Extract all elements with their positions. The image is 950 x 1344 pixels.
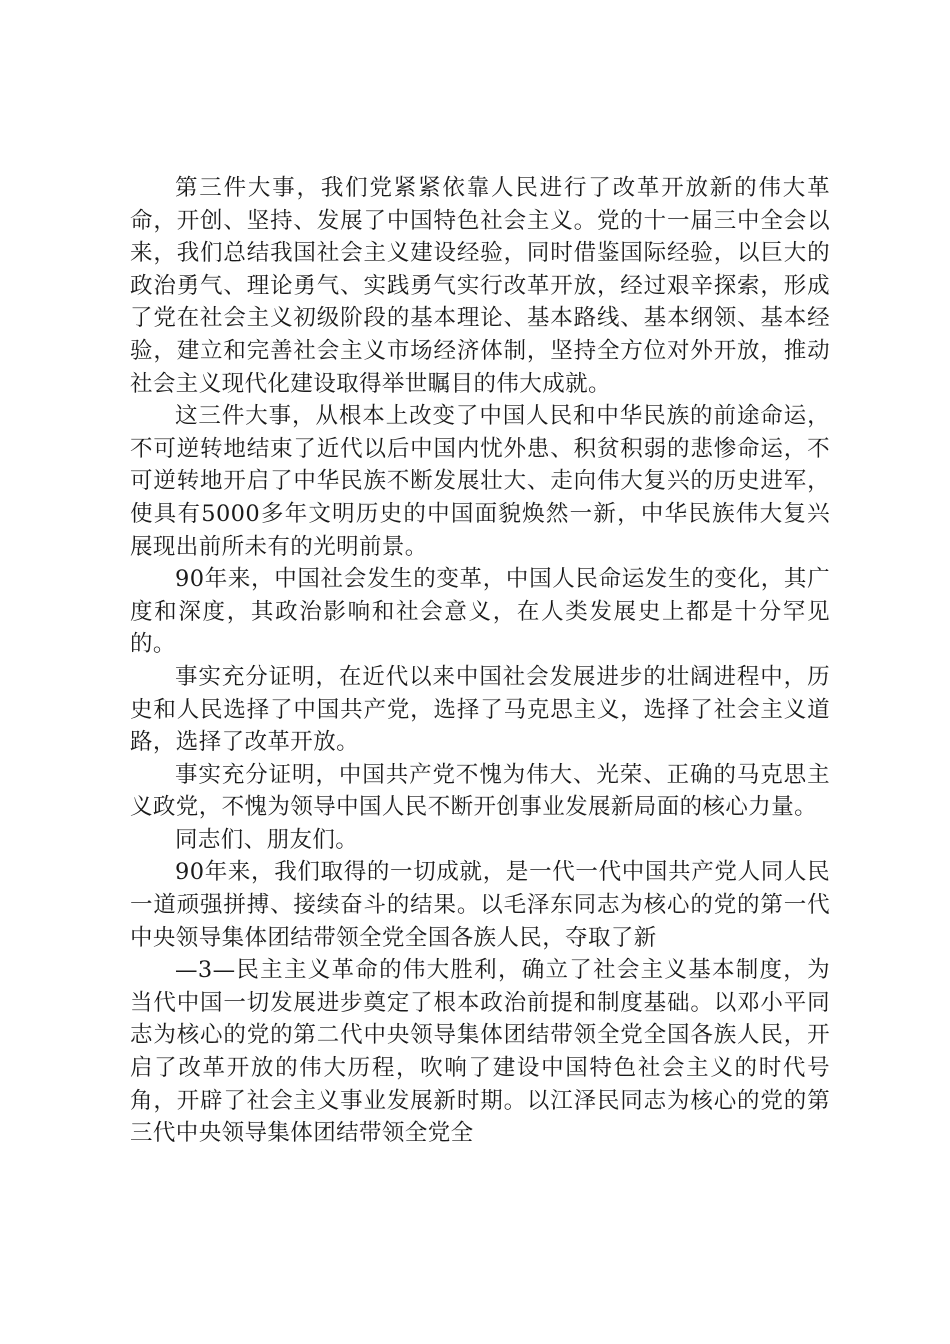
paragraph-facts-prove-party: 事实充分证明，中国共产党不愧为伟大、光荣、正确的马克思主义政党，不愧为领导中国人民不断开创事业发展新局面的核心力量。	[130, 761, 830, 821]
paragraph-third-event: 第三件大事，我们党紧紧依靠人民进行了改革开放新的伟大革命，开创、坚持、发展了中国特色社会主义。党的十一届三中全会以来，我们总结我国社会主义建设经验，同时借鉴国际经验，以巨大的政治勇气、理论勇气、实践勇气实行改革开放，经过艰辛探索，形成了党在社会主义初级阶段的基本理论、基本路线、基本纲领、基本经验，建立和完善社会主义市场经济体制，坚持全方位对外开放，推动社会主义现代化建设取得举世瞩目的伟大成就。	[130, 175, 830, 397]
paragraph-facts-prove-choice: 事实充分证明，在近代以来中国社会发展进步的壮阔进程中，历史和人民选择了中国共产党，选择了马克思主义，选择了社会主义道路，选择了改革开放。	[130, 663, 830, 756]
paragraph-90-years-change: 90年来，中国社会发生的变革，中国人民命运发生的变化，其广度和深度，其政治影响和社会意义，在人类发展史上都是十分罕见的。	[130, 566, 830, 658]
paragraph-90-years-achievements: 90年来，我们取得的一切成就，是一代一代中国共产党人同人民一道顽强拼搏、接续奋斗的结果。以毛泽东同志为核心的党的第一代中央领导集体团结带领全党全国各族人民，夺取了新	[130, 859, 830, 951]
document-body	[130, 172, 830, 1150]
paragraph-page-3-continuation: —3—民主主义革命的伟大胜利，确立了社会主义基本制度，为当代中国一切发展进步奠定了根本政治前提和制度基础。以邓小平同志为核心的党的第二代中央领导集体团结带领全党全国各族人民，开启了改革开放的伟大历程，吹响了建设中国特色社会主义的时代号角，开辟了社会主义事业发展新时期。以江泽民同志为核心的党的第三代中央领导集体团结带领全党全	[130, 957, 830, 1147]
paragraph-three-events-summary: 这三件大事，从根本上改变了中国人民和中华民族的前途命运，不可逆转地结束了近代以后中国内忧外患、积贫积弱的悲惨命运，不可逆转地开启了中华民族不断发展壮大、走向伟大复兴的历史进军，使具有5000多年文明历史的中国面貌焕然一新，中华民族伟大复兴展现出前所未有的光明前景。	[130, 403, 830, 560]
paragraph-salutation: 同志们、朋友们。	[175, 826, 359, 853]
